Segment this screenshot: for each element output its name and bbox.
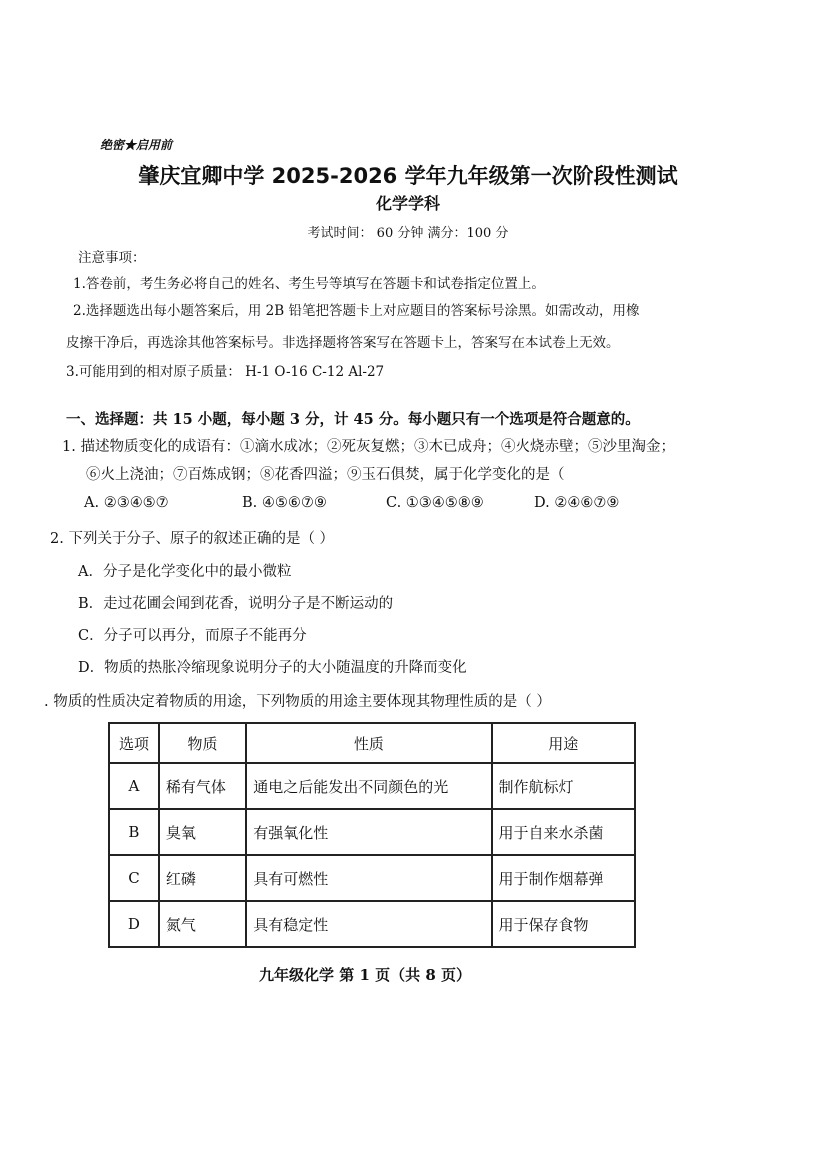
table-header: 性质 (246, 723, 491, 763)
q1-stem-line2: ⑥火上浇油；⑦百炼成钢；⑧花香四溢；⑨玉石俱焚，属于化学变化的是（ (86, 467, 565, 483)
table-row (109, 763, 635, 809)
table-cell: 用于制作烟幕弹 (492, 855, 635, 901)
table-header: 选项 (109, 723, 159, 763)
table-cell: B (109, 809, 159, 855)
table-cell: 具有可燃性 (246, 855, 491, 901)
table-row (109, 901, 635, 947)
notice-heading: 注意事项： (78, 250, 146, 266)
table-row (109, 809, 635, 855)
q2-stem: 2. 下列关于分子、原子的叙述正确的是（ ） (50, 531, 335, 547)
table-header: 用途 (492, 723, 635, 763)
table-cell: 有强氧化性 (246, 809, 491, 855)
table-cell: C (109, 855, 159, 901)
q3-options-table (108, 722, 636, 948)
table-cell: A (109, 763, 159, 809)
section-heading: 一、选择题：共 15 小题，每小题 3 分，计 45 分。每小题只有一个选项是符合题意的。 (66, 411, 640, 428)
table-cell: 制作航标灯 (492, 763, 635, 809)
table-header: 物质 (159, 723, 246, 763)
notice-item-2a: 2.选择题选出每小题答案后，用 2B 铅笔把答题卡上对应题目的答案标号涂黑。如需改动，用橡 (73, 303, 640, 319)
q3-stem: . 物质的性质决定着物质的用途，下列物质的用途主要体现其物理性质的是（ ） (44, 694, 551, 710)
table-header-row (109, 723, 635, 763)
q1-stem-line1: 1. 描述物质变化的成语有：①滴水成冰；②死灰复燃；③木已成舟；④火烧赤壁；⑤沙里淘金； (62, 439, 675, 455)
q1-option-b: B. ④⑤⑥⑦⑨ (242, 495, 327, 511)
table-row (109, 855, 635, 901)
q1-option-c: C. ①③④⑤⑧⑨ (386, 495, 484, 511)
exam-title: 肇庆宜卿中学 2025-2026 学年九年级第一次阶段性测试 (138, 164, 678, 188)
table-cell: 稀有气体 (159, 763, 246, 809)
notice-item-2b: 皮擦干净后，再选涂其他答案标号。非选择题将答案写在答题卡上，答案写在本试卷上无效。 (66, 335, 620, 351)
table-cell: 红磷 (159, 855, 246, 901)
notice-item-1: 1.答卷前，考生务必将自己的姓名、考生号等填写在答题卡和试卷指定位置上。 (73, 276, 545, 292)
table-cell: 氮气 (159, 901, 246, 947)
table-cell: D (109, 901, 159, 947)
table-cell: 用于自来水杀菌 (492, 809, 635, 855)
q2-option-c: C．分子可以再分，而原子不能再分 (78, 628, 307, 644)
table-cell: 臭氧 (159, 809, 246, 855)
table-cell: 用于保存食物 (492, 901, 635, 947)
q1-option-d: D. ②④⑥⑦⑨ (534, 495, 620, 511)
exam-info: 考试时间： 60 分钟 满分：100 分 (307, 226, 509, 241)
table-cell: 具有稳定性 (246, 901, 491, 947)
page-footer: 九年级化学 第 1 页（共 8 页） (259, 966, 471, 984)
q1-option-a: A. ②③④⑤⑦ (84, 495, 169, 511)
q2-option-b: B．走过花圃会闻到花香，说明分子是不断运动的 (78, 596, 394, 612)
subject-title: 化学学科 (375, 194, 440, 213)
confidential-mark: 绝密★启用前 (100, 138, 173, 152)
notice-item-3: 3.可能用到的相对原子质量： H-1 O-16 C-12 Al-27 (66, 364, 385, 380)
q2-option-a: A．分子是化学变化中的最小微粒 (78, 564, 292, 580)
table-cell: 通电之后能发出不同颜色的光 (246, 763, 491, 809)
q2-option-d: D．物质的热胀冷缩现象说明分子的大小随温度的升降而变化 (78, 660, 467, 676)
